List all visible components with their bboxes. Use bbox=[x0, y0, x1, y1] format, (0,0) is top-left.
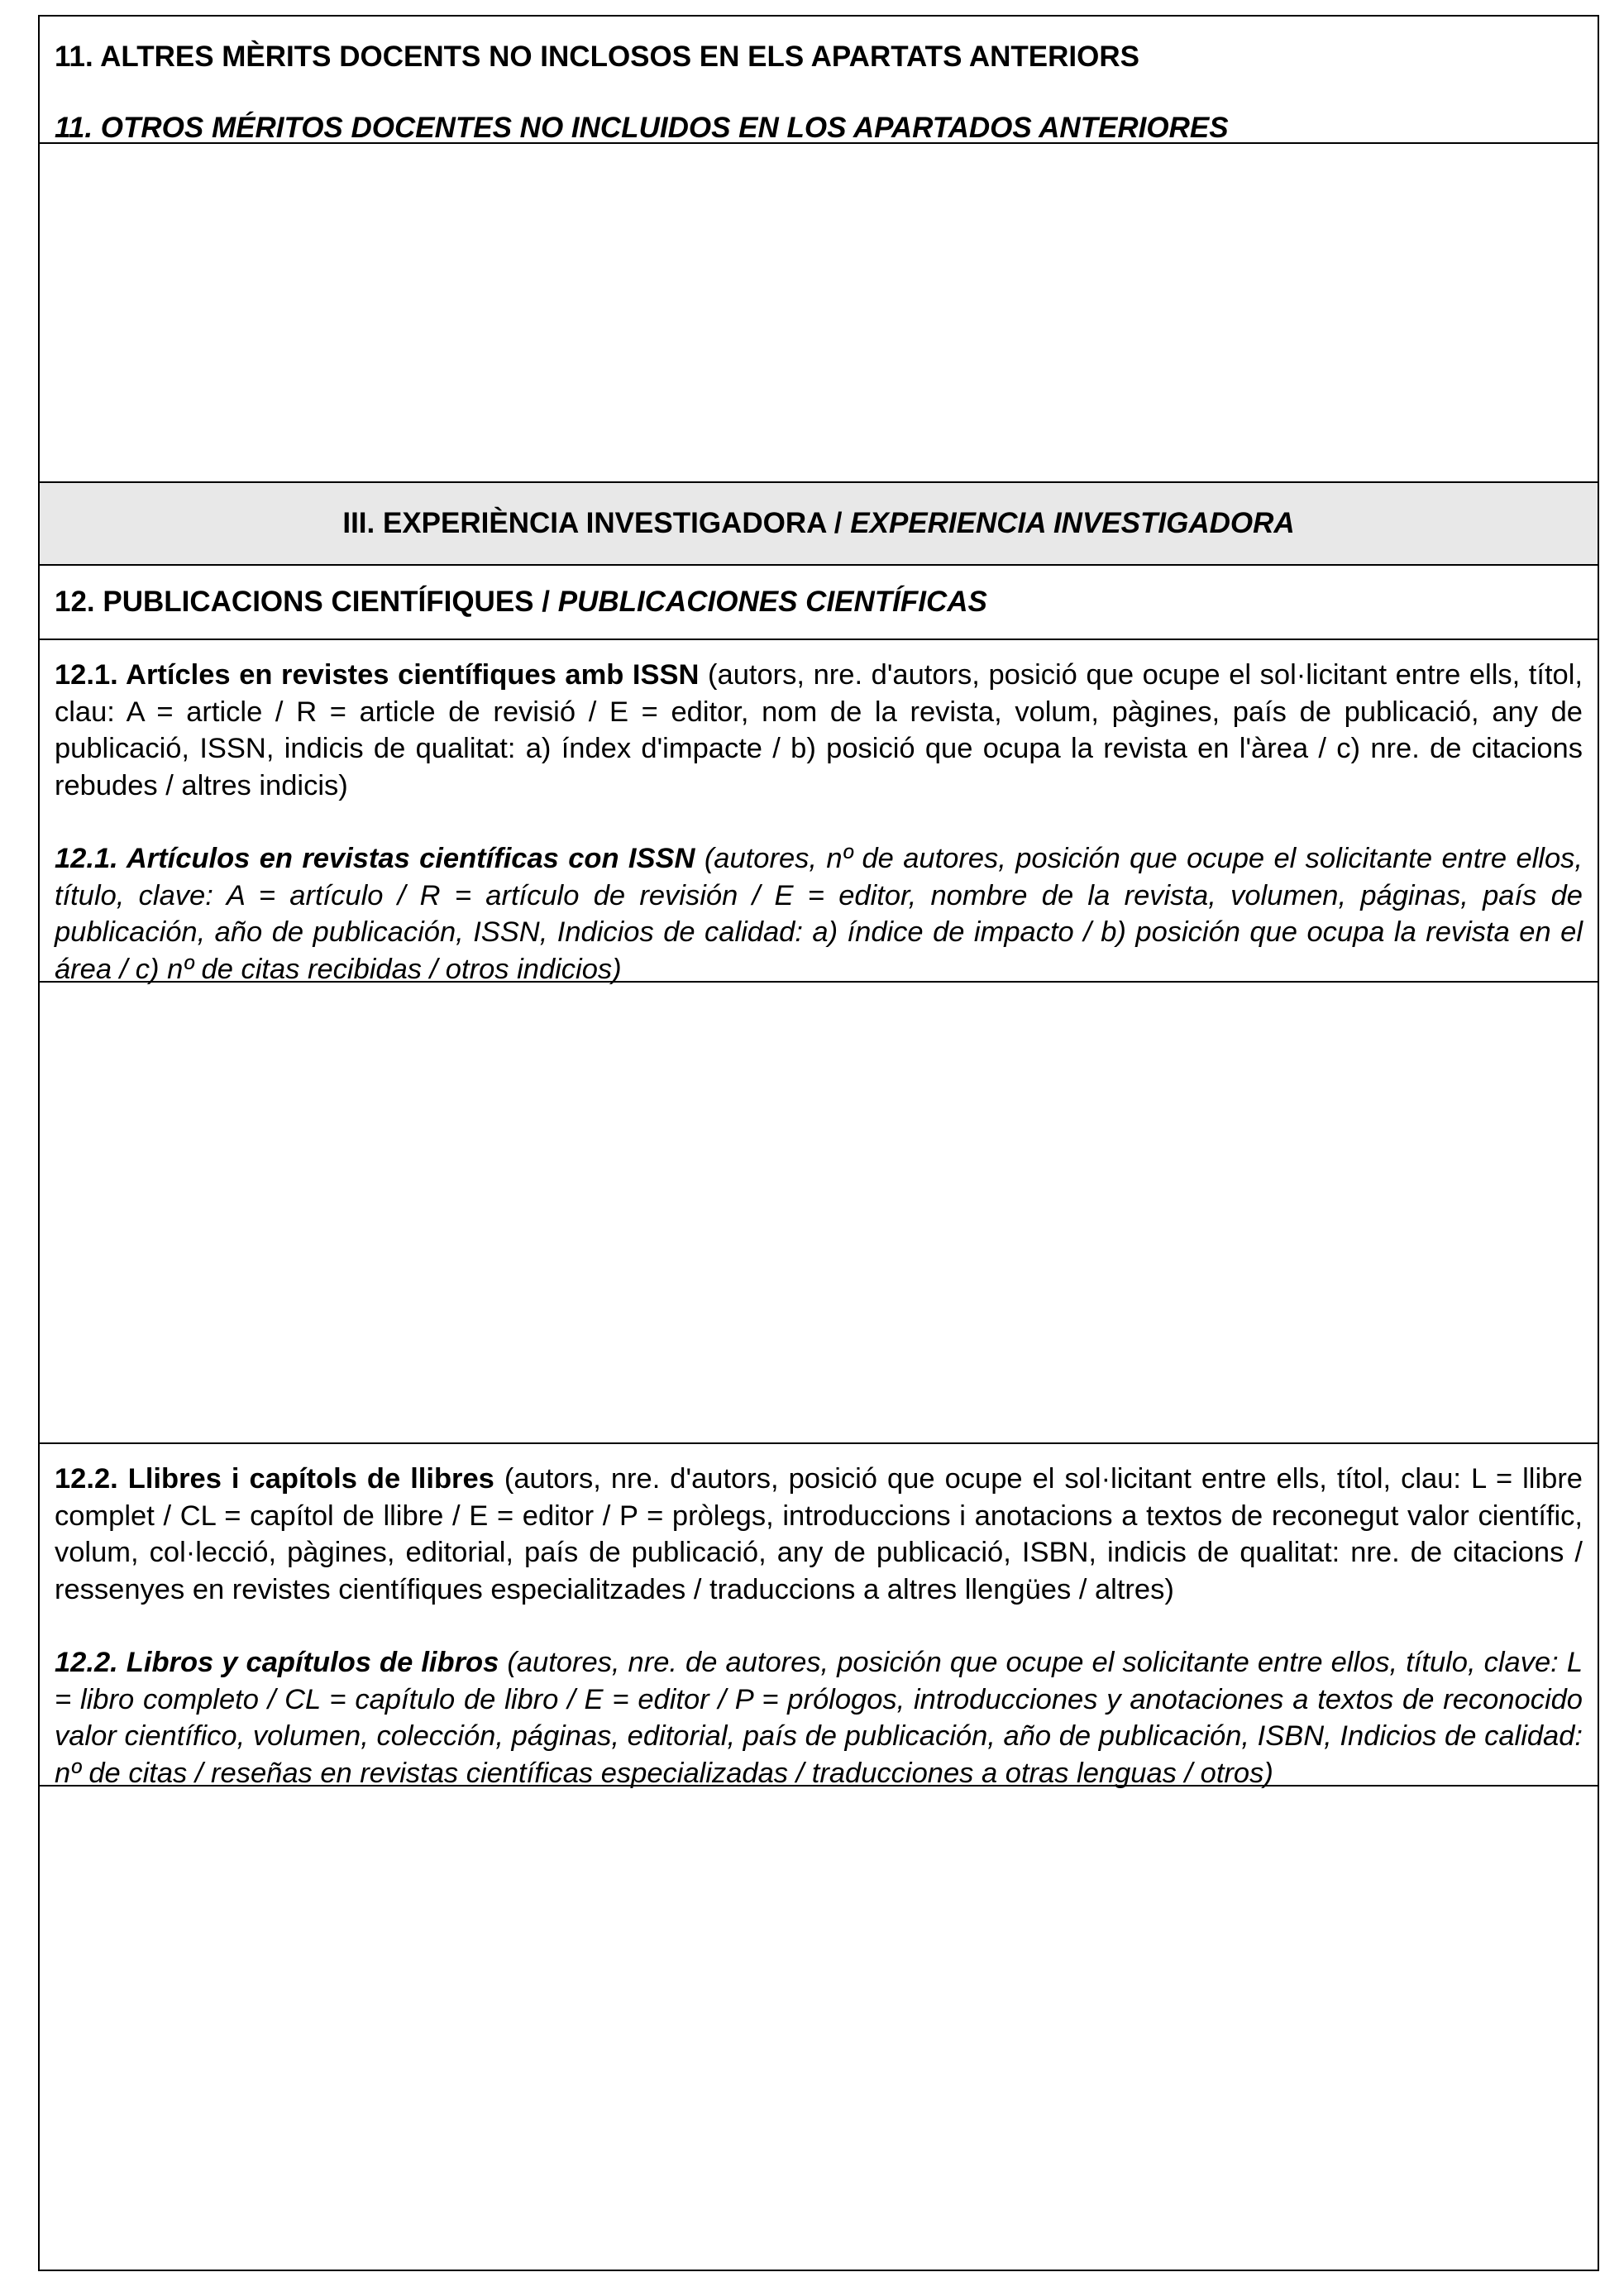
subsection-12-2-ca bbox=[55, 1461, 1583, 1608]
subsection-12-2-es bbox=[55, 1644, 1583, 1791]
section-11-title-ca: 11. ALTRES MÈRITS DOCENTS NO INCLOSOS EN ELS APARTATS ANTERIORS bbox=[55, 41, 1139, 73]
subsection-12-1-es bbox=[55, 840, 1583, 988]
section-12-header bbox=[40, 566, 1598, 640]
subsection-12-2-es-desc: (autores, nre. de autores, posición que ocupe el solicitante entre ellos, título, clave: L = libro completo / CL = capítulo de libro / E = editor / P = prólogos, introducciones y anotaciones a textos de reconocido valor científico, volumen, colección, páginas, editorial, país de publicación, año de publicación, ISBN, Indicios de calidad: nº de citas / reseñas en revistas científicas especializadas / traducciones a otras lenguas / otros) bbox=[55, 1647, 1583, 1789]
subsection-12-2-ca-title: 12.2. Llibres i capítols de llibres bbox=[55, 1463, 494, 1495]
section-11-title-es: 11. OTROS MÉRITOS DOCENTES NO INCLUIDOS EN LOS APARTADOS ANTERIORES bbox=[55, 112, 1229, 144]
section-12-title bbox=[55, 585, 987, 619]
section-12-title-ca: 12. PUBLICACIONS CIENTÍFIQUES / bbox=[55, 586, 558, 618]
subsection-12-1-ca-desc: (autors, nre. d'autors, posició que ocupe el sol·licitant entre ells, títol, clau: A = article / R = article de revisió / E = editor, nom de la revista, volum, pàgines, país de publicació, any de publicació, ISSN, indicis de qualitat: a) índex d'impacte / b) posició que ocupa la revista en l'àrea / c) nre. de citacions rebudes / altres indicis) bbox=[55, 659, 1583, 801]
subsection-12-2-es-title: 12.2. Libros y capítulos de libros bbox=[55, 1647, 499, 1678]
form-table bbox=[38, 15, 1599, 2271]
section-11-entry-area[interactable] bbox=[40, 144, 1598, 483]
section-iii-title bbox=[342, 506, 1294, 541]
subsection-12-1-ca-title: 12.1. Artícles en revistes científiques amb ISSN bbox=[55, 659, 700, 691]
section-12-title-es: PUBLICACIONES CIENTÍFICAS bbox=[557, 586, 987, 618]
section-iii-header bbox=[40, 483, 1598, 566]
subsection-12-2-ca-desc: (autors, nre. d'autors, posició que ocupe el sol·licitant entre ells, títol, clau: L = llibre complet / CL = capítol de llibre / E = editor / P = pròlegs, introduccions i anotacions a textos de reconegut valor científic, volum, col·lecció, pàgines, editorial, país de publicació, any de publicació, ISBN, indicis de qualitat: nre. de citacions / ressenyes en revistes científiques especialitzades / traduccions a altres llengües / altres) bbox=[55, 1463, 1583, 1605]
subsection-12-2-header bbox=[40, 1444, 1598, 1787]
subsection-12-1-es-desc: (autores, nº de autores, posición que ocupe el solicitante entre ellos, título, clave: A = artículo / R = artículo de revisión / E = editor, nombre de la revista, volumen, páginas, país de publicación, año de publicación, ISSN, Indicios de calidad: a) índice de impacto / b) posición que ocupa la revista en el área / c) nº de citas recibidas / otros indicios) bbox=[55, 843, 1583, 985]
section-iii-title-ca: III. EXPERIÈNCIA INVESTIGADORA / bbox=[342, 507, 851, 539]
subsection-12-1-es-title: 12.1. Artículos en revistas científicas con ISSN bbox=[55, 843, 695, 874]
subsection-12-2-entry-area[interactable] bbox=[40, 1787, 1598, 2270]
section-11-header bbox=[40, 17, 1598, 144]
section-iii-title-es: EXPERIENCIA INVESTIGADORA bbox=[850, 507, 1295, 539]
subsection-12-1-header bbox=[40, 640, 1598, 983]
subsection-12-1-entry-area[interactable] bbox=[40, 983, 1598, 1444]
subsection-12-1-ca bbox=[55, 657, 1583, 804]
